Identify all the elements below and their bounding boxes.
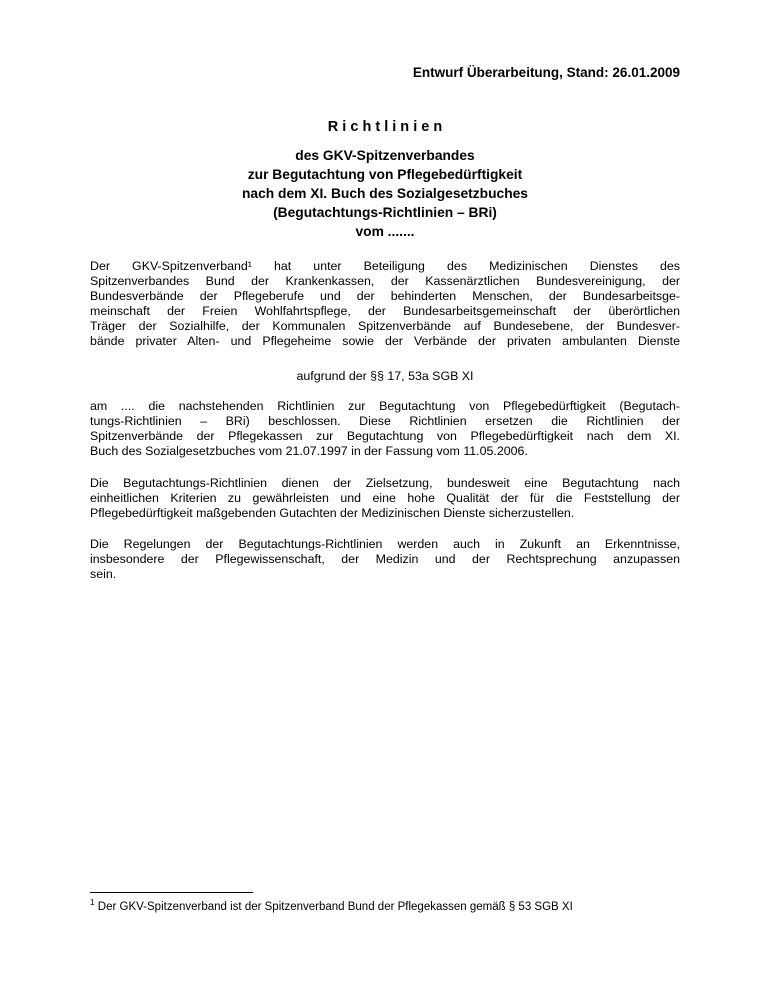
text-line: tungs-Richtlinien – BRi) beschlossen. Diese Richtlinien ersetzen die Richtlinien der (90, 414, 680, 428)
text-line: Träger der Sozialhilfe, der Kommunalen Spitzenverbände auf Bundesebene, der Bundesver- (90, 319, 680, 333)
text-line: zur Begutachtung von Pflegebedürftigkeit (247, 167, 523, 182)
text-line: nach dem XI. Buch des Sozialgesetzbuches (242, 186, 528, 201)
text-line: Die Begutachtungs-Richtlinien dienen der Zielsetzung, bundesweit eine Begutachtung nach (90, 476, 680, 490)
paragraph-resolution (90, 399, 680, 459)
document-body (90, 259, 680, 582)
text-line: Der GKV-Spitzenverband¹ hat unter Beteiligung des Medizinischen Dienstes des (90, 259, 680, 273)
text-line: Buch des Sozialgesetzbuches vom 21.07.1997 in der Fassung vom 11.05.2006. (90, 444, 528, 458)
text-line: sein. (90, 567, 117, 581)
legal-basis-line: aufgrund der §§ 17, 53a SGB XI (296, 369, 474, 383)
text-line: (Begutachtungs-Richtlinien – BRi) (273, 205, 497, 220)
footnote-marker: 1 (90, 898, 95, 908)
paragraph-future-adaptation (90, 537, 680, 582)
footnote-1 (90, 900, 680, 914)
text-line: insbesondere der Pflegewissenschaft, der Medizin und der Rechtsprechung anzupassen (90, 552, 680, 566)
footnote-text: Der GKV-Spitzenverband ist der Spitzenverband Bund der Pflegekassen gemäß § 53 SGB XI (94, 901, 573, 913)
text-line: Spitzenverbandes Bund der Krankenkassen, der Kassenärztlichen Bundesvereinigung, der (90, 274, 680, 288)
text-line: bände privater Alten- und Pflegeheime sowie der Verbände der privaten ambulanten Dienste (90, 334, 680, 348)
footnote-separator-rule (90, 892, 253, 893)
paragraph-purpose (90, 476, 680, 521)
text-line: Spitzenverbände der Pflegekassen zur Begutachtung von Pflegebedürftigkeit nach dem XI. (90, 429, 680, 443)
footnote-area (90, 892, 680, 914)
text-line: am .... die nachstehenden Richtlinien zur Begutachtung von Pflegebedürftigkeit (Begutach- (90, 399, 680, 413)
document-title: R i c h t l i n i e n (327, 119, 443, 135)
text-line: Bundesverbände der Pflegeberufe und der behinderten Menschen, der Bundesarbeitsge- (90, 289, 680, 303)
text-line: einheitlichen Kriterien zu gewährleisten und eine hohe Qualität der für die Feststellung der (90, 491, 680, 505)
draft-status-header: Entwurf Überarbeitung, Stand: 26.01.2009 (412, 65, 680, 80)
text-line: meinschaft der Freien Wohlfahrtspflege, der Bundesarbeitsgemeinschaft der überörtlichen (90, 304, 680, 318)
paragraph-introduction (90, 259, 680, 349)
text-line: vom ....... (355, 224, 415, 239)
text-line: Pflegebedürftigkeit maßgebenden Gutachten der Medizinischen Dienste sicherzustellen. (90, 506, 575, 520)
text-line: des GKV-Spitzenverbandes (295, 148, 475, 163)
document-subtitle (90, 146, 680, 241)
text-line: Die Regelungen der Begutachtungs-Richtlinien werden auch in Zukunft an Erkenntnisse, (90, 537, 680, 551)
